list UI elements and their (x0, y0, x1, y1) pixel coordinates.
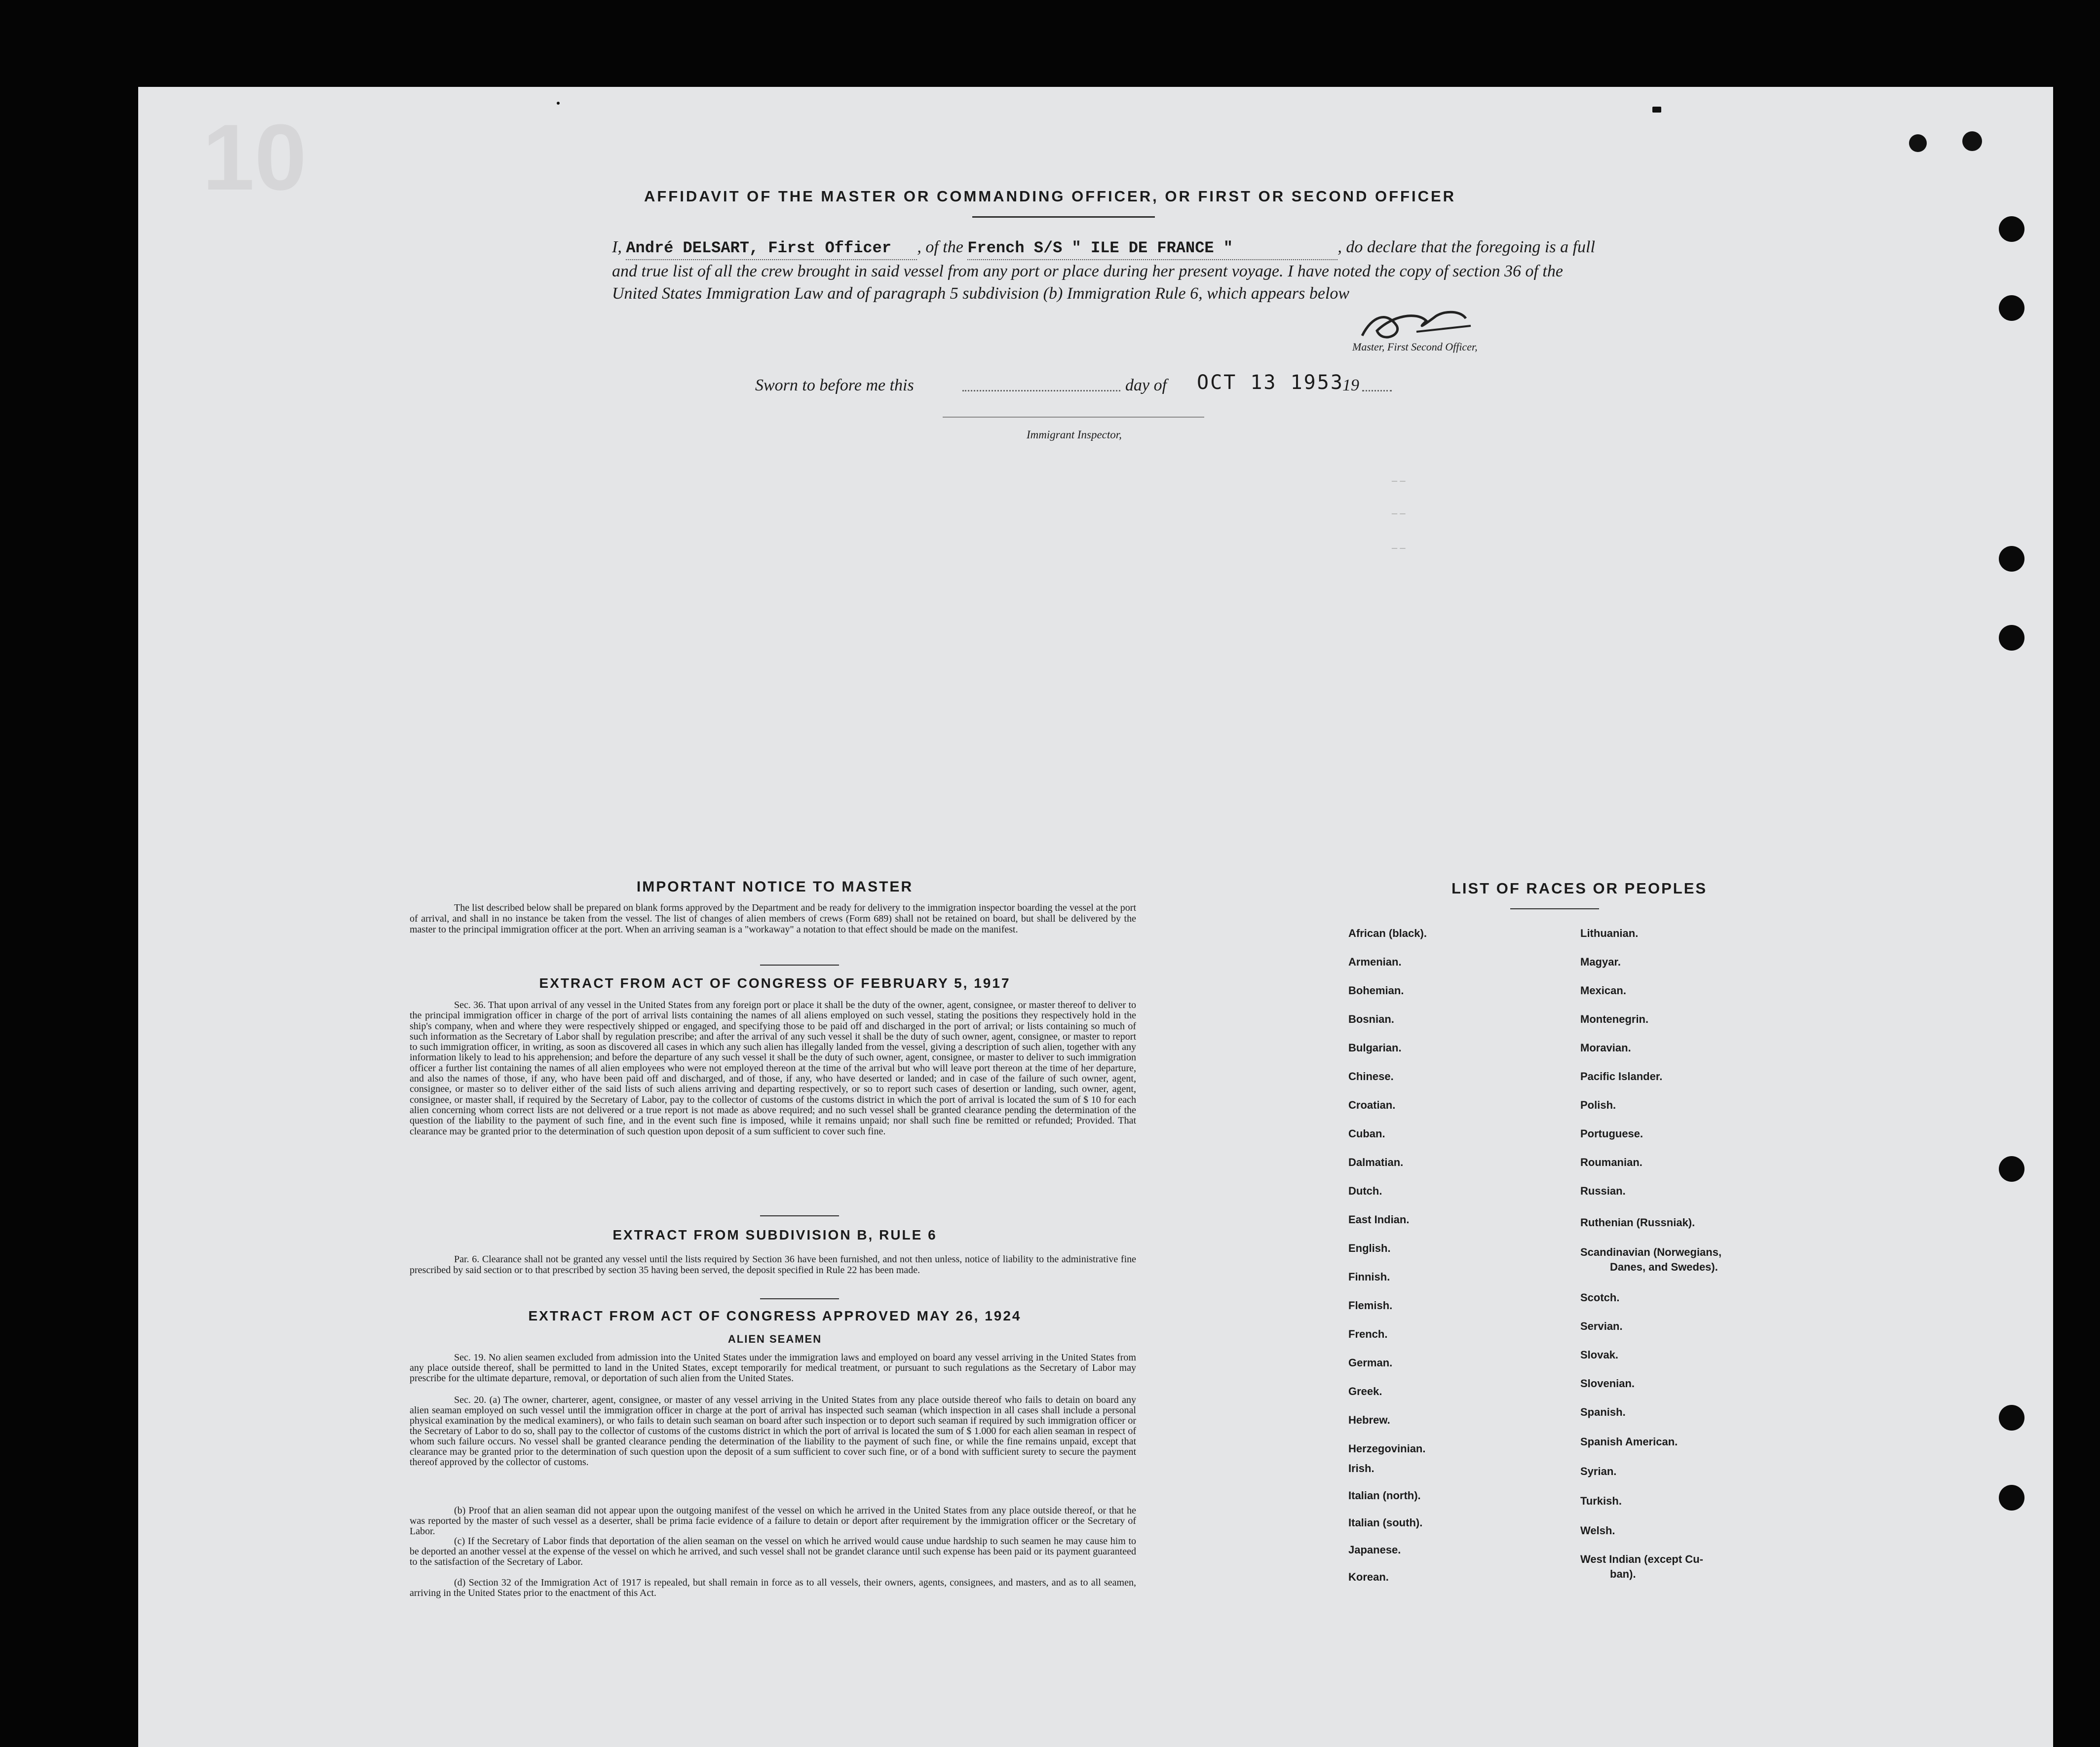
race-right: Magyar. (1580, 956, 1621, 968)
race-left: Dalmatian. (1348, 1156, 1404, 1168)
vessel-name: French S/S " ILE DE FRANCE " (967, 237, 1337, 260)
race-left: Armenian. (1348, 956, 1402, 968)
race-left: Greek. (1348, 1385, 1382, 1398)
faint-dash: – – (1392, 541, 1406, 553)
race-left: Herzegovinian. (1348, 1442, 1426, 1455)
race-left: Bohemian. (1348, 984, 1404, 997)
race-right: Syrian. (1580, 1465, 1617, 1477)
section-divider (760, 965, 839, 966)
affidavit-title: AFFIDAVIT OF THE MASTER OR COMMANDING OFFICER, OR FIRST OR SECOND OFFICER (644, 188, 1456, 205)
declaration-block (612, 236, 1599, 305)
title-underline (972, 216, 1155, 218)
race-left: Japanese. (1348, 1544, 1401, 1556)
race-right: Mexican. (1580, 984, 1626, 997)
race-left: French. (1348, 1328, 1388, 1340)
year-prefix: 19 (1342, 376, 1359, 394)
ink-dot (1962, 131, 1982, 151)
race-right: Slovenian. (1580, 1377, 1635, 1390)
race-right: Pacific Islander. (1580, 1070, 1663, 1083)
sec20d-text: (d) Section 32 of the Immigration Act of 1917 is repealed, but shall remain in force as to all vessels, their owners, agents, consignees, and masters, and as to all seamen, arriving in the United States prior to the enactment of this Act. (410, 1577, 1136, 1598)
officer-name: André DELSART, First Officer (626, 237, 917, 260)
race-left: Croatian. (1348, 1099, 1396, 1111)
notice-text: The list described below shall be prepared on blank forms approved by the Department and be ready for delivery to the immigration inspector boarding the vessel at the port of arrival, and shall in no instance be taken from the vessel. The list of changes of alien members of crews (Form 689) shall not be retained on board, but shall be delivered by the master to the principal immigration officer at the port. When an arriving seaman is a "workaway" a notation to that effect should be made on the manifest. (410, 902, 1136, 935)
faint-dash: – – (1392, 506, 1406, 519)
race-right: Spanish American. (1580, 1436, 1678, 1448)
races-title-underline (1510, 908, 1599, 909)
extract-1917-title: EXTRACT FROM ACT OF CONGRESS OF FEBRUARY 5, 1917 (539, 975, 1011, 991)
binder-hole (1999, 1405, 2024, 1431)
race-right: West Indian (except Cu- (1580, 1553, 1703, 1565)
binder-hole (1999, 295, 2024, 321)
race-right: Montenegrin. (1580, 1013, 1649, 1025)
sworn-day-line (962, 390, 1120, 391)
race-left: East Indian. (1348, 1213, 1410, 1226)
race-right: Spanish. (1580, 1406, 1626, 1418)
binder-hole (1999, 625, 2024, 651)
race-left: Flemish. (1348, 1299, 1393, 1312)
race-right: Servian. (1580, 1320, 1623, 1332)
ink-dot (557, 102, 560, 105)
extract-rule6-title: EXTRACT FROM SUBDIVISION B, RULE 6 (612, 1227, 937, 1242)
ink-dot (1652, 107, 1661, 113)
extract-1917-text: Sec. 36. That upon arrival of any vessel in the United States from any foreign port or place it shall be the duty of the owner, agent, consignee, or master thereof to deliver to the principal immigration officer in charge of the port of arrival lists containing the names of all aliens employed on such vessel, stating the positions they respectively hold in the ship's company, when and where they were respectively shipped or engaged, and specifying those to be paid off and discharged in the port of arrival; or lists containing so much of such information as the Secretary of Labor shall by regulation prescribe; and after the arrival of any such vessel it shall be the duty of such owner, agent, consignee, or master to report to such immigration officer, in writing, as soon as discovered all cases in which any such alien has illegally landed from the vessel, giving a description of such alien, together with any information likely to lead to his apprehension; and before the departure of any such vessel it shall be the duty of such owner, agent, consignee, or master to deliver to such immigration officer a further list containing the names of all alien employees who were not employed thereon at the time of the arrival but who will leave port thereon at the time of her departure, and also the names of those, if any, who have been paid off and discharged, and of those, if any, who have deserted or landed; and in case of the failure of such owner, agent, consignee, or master so to deliver either of the said lists of such aliens arriving and departing respectively, or so to report such cases of desertion or landing, such owner, agent, consignee, or master shall, if required by the Secretary of Labor, pay to the collector of customs of the customs district in which the port of arrival is located the sum of $ 10 for each alien concerning whom correct lists are not delivered or a true report is not made as above required; and no such vessel shall be granted clearance pending the determination of the question of the liability to the payment of such fine, and in the event such fine is imposed, while it remains unpaid; nor shall such fine be remitted or refunded; Provided. That clearance may be granted prior to the determination of such question upon deposit of a sum sufficient to cover such fine. (410, 1000, 1136, 1137)
race-left: Bosnian. (1348, 1013, 1394, 1025)
race-right: Russian. (1580, 1185, 1626, 1197)
extract-1924-title: EXTRACT FROM ACT OF CONGRESS APPROVED MAY 26, 1924 (528, 1308, 1022, 1323)
race-left: Hebrew. (1348, 1414, 1390, 1426)
race-right: Slovak. (1580, 1349, 1619, 1361)
race-left: English. (1348, 1242, 1391, 1254)
race-right: Roumanian. (1580, 1156, 1642, 1168)
race-right: Welsh. (1580, 1524, 1615, 1537)
race-right: Polish. (1580, 1099, 1616, 1111)
race-left: Irish. (1348, 1462, 1375, 1475)
inspector-signature-line (943, 417, 1204, 418)
alien-seamen-subtitle: ALIEN SEAMEN (727, 1333, 822, 1345)
declaration-pronoun: I, (612, 238, 622, 256)
races-title: LIST OF RACES OR PEOPLES (1451, 880, 1708, 897)
binder-hole (1999, 546, 2024, 572)
race-left: Finnish. (1348, 1271, 1390, 1283)
race-left: Korean. (1348, 1571, 1389, 1583)
race-left: Dutch. (1348, 1185, 1382, 1197)
faint-dash: – – (1392, 474, 1406, 486)
race-right: Turkish. (1580, 1495, 1622, 1507)
race-left: Cuban. (1348, 1127, 1385, 1140)
race-right: Danes, and Swedes). (1610, 1261, 1718, 1273)
race-right: Ruthenian (Russniak). (1580, 1216, 1695, 1229)
race-right: Portuguese. (1580, 1127, 1643, 1140)
race-right: Lithuanian. (1580, 927, 1639, 939)
race-right: Scandinavian (Norwegians, (1580, 1246, 1722, 1258)
day-of-text: day of (1125, 376, 1167, 394)
race-left: Bulgarian. (1348, 1042, 1402, 1054)
inspector-caption: Immigrant Inspector, (1027, 428, 1122, 441)
binder-hole (1999, 1156, 2024, 1182)
year-line (1362, 390, 1392, 391)
section-divider (760, 1215, 839, 1216)
bleed-through-mark: 10 (202, 105, 307, 210)
declaration-body: that the foregoing is a full and true list of all the crew brought in said vessel from any port or place during her present voyage. I have noted the copy of section 36 of the United States Immigration Law and of paragraph 5 subdivision (b) Immigration Rule 6, which appears below (612, 238, 1595, 303)
binder-hole (1999, 1485, 2024, 1511)
race-left: Chinese. (1348, 1070, 1394, 1083)
race-left: German. (1348, 1357, 1393, 1369)
ink-dot (1909, 134, 1927, 152)
binder-hole (1999, 216, 2024, 242)
sec19-text: Sec. 19. No alien seamen excluded from admission into the United States under the immigration laws and employed on board any vessel arriving in the United States from any place outside thereof, shall be permitted to land in the United States, except temporarily for medical treatment, or pursuant to such regulations as the Secretary of Labor may prescribe for the ultimate departure, removal, or deportation of such alien from the United States. (410, 1352, 1136, 1384)
notice-title: IMPORTANT NOTICE TO MASTER (636, 879, 914, 895)
race-right: ban). (1610, 1568, 1636, 1580)
race-right: Scotch. (1580, 1291, 1620, 1304)
race-left: Italian (north). (1348, 1489, 1421, 1502)
sec20b-text: (b) Proof that an alien seaman did not appear upon the outgoing manifest of the vessel on which he arrived in the United States from any place outside thereof, or that he was reported by the master of such vessel as a deserter, shall be prima facie evidence of a failure to detain or deport after requirement by the immigration officer or the Secretary of Labor. (410, 1505, 1136, 1537)
date-stamp: OCT 13 1953 (1197, 371, 1344, 394)
race-left: African (black). (1348, 927, 1427, 939)
sec20c-text: (c) If the Secretary of Labor finds that deportation of the alien seaman on the vessel on which he arrived would cause undue hardship to such seamen he may cause him to be deported an another vessel at the expense of the vessel on which he arrived, and such vessel shall not be grandet clarance until such expense has been paid or its payment guaranteed to the satisfaction of the Secretary of Labor. (410, 1536, 1136, 1567)
signature-caption: Master, First Second Officer, (1352, 341, 1478, 353)
sec20a-text: Sec. 20. (a) The owner, charterer, agent, consignee, or master of any vessel arriving in the United States from any place outside thereof who fails to detain on board any alien seaman employed on such vessel until the immigration officer in charge at the port of arrival has inspected such seaman (which inspection in all cases shall include a personal physical examination by the medical examiners), or who fails to detain such seaman on board after such inspection or to deport such seaman if required by such immigration officer or the Secretary of Labor to do so, shall pay to the collector of customs of the customs district in which the port of arrival is located the sum of $ 1.000 for each alien seaman in respect of whom such failure occurs. No vessel shall be granted clearance pending the determination of the liability to the payment of such fine, or while the fine remains unpaid, except that clearance may be granted prior to the determination of such question upon the deposit of a sum sufficient to cover such fine, or of a bond with sufficient surety to secure the payment thereof approved by the collector of customs. (410, 1395, 1136, 1468)
extract-rule6-text: Par. 6. Clearance shall not be granted any vessel until the lists required by Section 36 have been furnished, and not then unless, notice of liability to the administrative fine prescribed by said section or to that prescribed by section 35 having been served, the deposit specified in Rule 22 has been made. (410, 1254, 1136, 1276)
of-the-text: , of the (917, 238, 963, 256)
race-left: Italian (south). (1348, 1516, 1423, 1529)
section-divider (760, 1298, 839, 1299)
sworn-text: Sworn to before me this (755, 376, 914, 394)
race-right: Moravian. (1580, 1042, 1631, 1054)
do-declare-text: , do declare (1337, 238, 1417, 256)
